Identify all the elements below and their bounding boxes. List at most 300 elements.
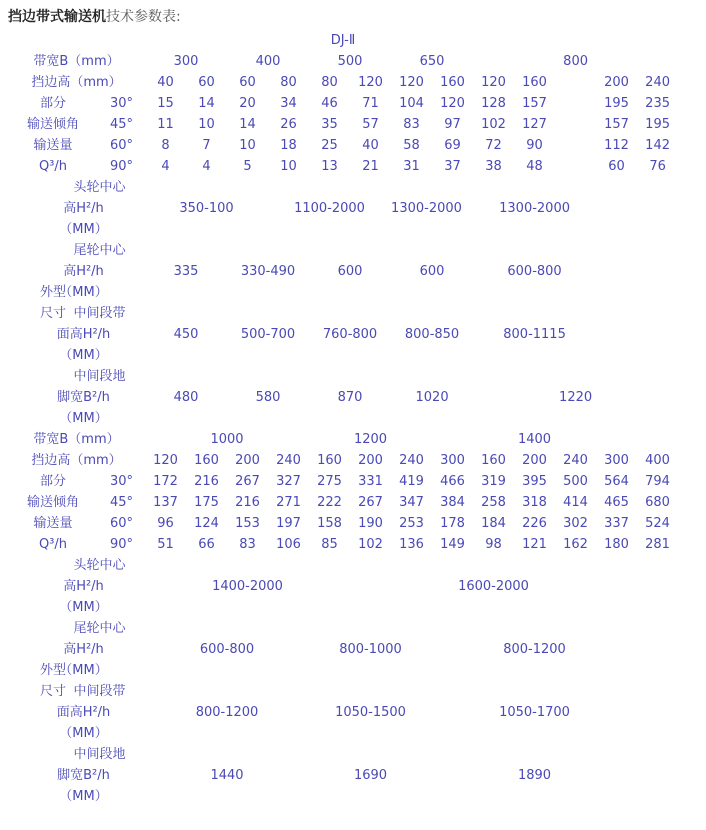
value-cell: 106 xyxy=(276,537,301,552)
value-cell: 18 xyxy=(280,138,297,153)
value-cell xyxy=(145,576,186,597)
value-cell: 120 xyxy=(440,96,465,111)
row-label-cell xyxy=(8,387,145,408)
value-cell: 319 xyxy=(481,474,506,489)
value-cell: 136 xyxy=(399,537,424,552)
value-cell: 1440 xyxy=(210,768,244,783)
row-label-cell xyxy=(8,429,145,450)
value-cell: 395 xyxy=(522,474,547,489)
empty-cell xyxy=(145,723,678,744)
value-cell: 11 xyxy=(157,117,174,132)
table-row xyxy=(8,282,678,303)
value-cell: 800-850 xyxy=(404,327,460,342)
row-label-cell xyxy=(8,450,145,471)
value-cell: 34 xyxy=(280,96,297,111)
value-cell: 175 xyxy=(194,495,219,510)
empty-cell xyxy=(145,408,678,429)
row-label-cell xyxy=(8,765,145,786)
value-cell: 104 xyxy=(399,96,424,111)
spec-table-2 xyxy=(8,429,678,807)
page-title xyxy=(8,8,698,26)
value-cell: 1890 xyxy=(517,768,552,783)
value-cell: 38 xyxy=(485,159,502,174)
value-cell: 1050-1700 xyxy=(499,705,570,720)
row-label-cell xyxy=(8,51,145,72)
value-cell: 300 xyxy=(440,453,465,468)
measure-label: （MM） xyxy=(59,600,108,615)
measure-label: 头轮中心 xyxy=(73,180,126,195)
value-cell: 37 xyxy=(444,159,461,174)
row-label-cell xyxy=(8,156,145,177)
value-cell: 83 xyxy=(239,537,256,552)
value-cell: 331 xyxy=(358,474,383,489)
value-cell: 124 xyxy=(194,516,219,531)
value-cell: 178 xyxy=(440,516,465,531)
row-label-cell xyxy=(8,471,145,492)
value-cell: 240 xyxy=(276,453,301,468)
value-cell: 157 xyxy=(522,96,547,111)
value-cell: 51 xyxy=(157,537,174,552)
angle-label: 90° xyxy=(109,159,134,174)
value-cell xyxy=(596,261,678,282)
row-group-label: Q³/h xyxy=(38,537,68,552)
value-cell: 85 xyxy=(321,537,338,552)
measure-label: 中间段带 xyxy=(73,306,126,321)
empty-cell xyxy=(145,345,678,366)
angle-label: 45° xyxy=(109,495,134,510)
row-label-cell xyxy=(8,303,145,324)
value-cell: 1000 xyxy=(210,432,244,447)
value-cell: 58 xyxy=(403,138,420,153)
value-cell: 10 xyxy=(198,117,215,132)
column-group-label: 带宽B（mm） xyxy=(33,54,120,69)
value-cell: 90 xyxy=(526,138,543,153)
row-label-cell xyxy=(8,345,145,366)
value-cell: 197 xyxy=(276,516,301,531)
row-group-label: 部分 xyxy=(39,474,66,489)
value-cell xyxy=(596,324,678,345)
value-cell: 318 xyxy=(522,495,547,510)
value-cell: 384 xyxy=(440,495,465,510)
value-cell: 800 xyxy=(563,54,588,69)
value-cell: 200 xyxy=(235,453,260,468)
value-cell: 184 xyxy=(481,516,506,531)
spec-table-1-body xyxy=(8,51,678,429)
value-cell: 235 xyxy=(645,96,670,111)
column-group-label: 带宽B（mm） xyxy=(33,432,120,447)
value-cell: 8 xyxy=(161,138,170,153)
table-row xyxy=(8,240,678,261)
value-cell: 500 xyxy=(337,54,363,69)
row-group-label: 尺寸 xyxy=(39,684,66,699)
value-cell xyxy=(309,576,432,597)
value-cell: 870 xyxy=(337,390,363,405)
value-cell: 240 xyxy=(563,453,588,468)
value-cell: 102 xyxy=(481,117,506,132)
value-cell: 31 xyxy=(403,159,420,174)
value-cell: 158 xyxy=(317,516,342,531)
value-cell xyxy=(596,198,678,219)
table-row xyxy=(8,576,678,597)
value-cell xyxy=(596,639,678,660)
value-cell: 14 xyxy=(198,96,215,111)
table-row xyxy=(8,135,678,156)
value-cell xyxy=(432,639,473,660)
value-cell: 120 xyxy=(481,75,506,90)
value-cell: 98 xyxy=(485,537,502,552)
value-cell: 1050-1500 xyxy=(335,705,406,720)
value-cell: 180 xyxy=(604,537,629,552)
value-cell: 160 xyxy=(481,453,506,468)
value-cell: 200 xyxy=(522,453,547,468)
measure-label: 尾轮中心 xyxy=(73,243,126,258)
measure-label: （MM） xyxy=(59,348,108,363)
angle-label: 60° xyxy=(109,138,134,153)
value-cell: 14 xyxy=(239,117,256,132)
empty-cell xyxy=(145,219,678,240)
empty-cell xyxy=(145,681,678,702)
value-cell: 1220 xyxy=(559,390,593,405)
angle-label: 30° xyxy=(109,474,134,489)
value-cell: 1400-2000 xyxy=(212,579,283,594)
value-cell: 222 xyxy=(317,495,342,510)
spec-table-2-body xyxy=(8,429,678,807)
value-cell: 66 xyxy=(198,537,215,552)
value-cell: 25 xyxy=(321,138,338,153)
value-cell: 80 xyxy=(321,75,338,90)
row-label-cell xyxy=(8,93,145,114)
row-label-cell xyxy=(8,240,145,261)
column-group-label: 挡边高（mm） xyxy=(31,453,122,468)
page-title-strong: 挡边带式输送机 xyxy=(8,9,106,25)
model-subtitle: DJ-Ⅱ xyxy=(330,33,356,48)
value-cell: 5 xyxy=(243,159,252,174)
value-cell: 142 xyxy=(645,138,670,153)
row-label-cell xyxy=(8,219,145,240)
value-cell xyxy=(555,576,678,597)
value-cell: 800-1200 xyxy=(503,642,566,657)
table-row xyxy=(8,366,678,387)
value-cell: 267 xyxy=(358,495,383,510)
table-row xyxy=(8,261,678,282)
value-cell: 300 xyxy=(173,54,199,69)
value-cell: 83 xyxy=(403,117,420,132)
measure-label: 脚宽B²/h xyxy=(57,768,110,783)
table-row xyxy=(8,345,678,366)
value-cell: 128 xyxy=(481,96,506,111)
table-row xyxy=(8,534,678,555)
value-cell: 302 xyxy=(563,516,588,531)
value-cell: 216 xyxy=(194,474,219,489)
table-row xyxy=(8,555,678,576)
value-cell: 26 xyxy=(280,117,297,132)
empty-cell xyxy=(145,366,678,387)
value-cell: 20 xyxy=(239,96,256,111)
value-cell: 120 xyxy=(358,75,383,90)
value-cell: 600 xyxy=(419,264,445,279)
empty-cell xyxy=(145,555,678,576)
value-cell: 160 xyxy=(522,75,547,90)
value-cell: 137 xyxy=(153,495,178,510)
value-cell: 102 xyxy=(358,537,383,552)
empty-cell xyxy=(145,618,678,639)
value-cell: 10 xyxy=(239,138,256,153)
value-cell: 1200 xyxy=(353,432,388,447)
value-cell: 13 xyxy=(321,159,338,174)
row-group-label: 部分 xyxy=(39,96,66,111)
value-cell xyxy=(432,429,473,450)
row-label-cell xyxy=(8,660,145,681)
value-cell: 76 xyxy=(649,159,666,174)
value-cell: 275 xyxy=(317,474,342,489)
value-cell: 1300-2000 xyxy=(499,201,570,216)
row-label-cell xyxy=(8,366,145,387)
row-group-label: 输送量 xyxy=(33,138,73,153)
value-cell: 337 xyxy=(604,516,629,531)
value-cell: 466 xyxy=(440,474,465,489)
row-label-cell xyxy=(8,534,145,555)
value-cell: 120 xyxy=(153,453,178,468)
value-cell: 160 xyxy=(440,75,465,90)
value-cell: 72 xyxy=(485,138,502,153)
value-cell: 335 xyxy=(173,264,199,279)
value-cell: 200 xyxy=(604,75,629,90)
value-cell: 600-800 xyxy=(199,642,255,657)
row-label-cell xyxy=(8,282,145,303)
table-row xyxy=(8,429,678,450)
value-cell: 69 xyxy=(444,138,461,153)
table-row xyxy=(8,324,678,345)
angle-label: 90° xyxy=(109,537,134,552)
table-row xyxy=(8,303,678,324)
value-cell: 450 xyxy=(173,327,199,342)
row-label-cell xyxy=(8,618,145,639)
value-cell: 190 xyxy=(358,516,383,531)
value-cell: 200 xyxy=(358,453,383,468)
table-row xyxy=(8,681,678,702)
value-cell xyxy=(596,765,678,786)
measure-label: 高H²/h xyxy=(63,201,104,216)
value-cell: 1100-2000 xyxy=(294,201,365,216)
angle-label: 60° xyxy=(109,516,134,531)
page-title-normal: 技术参数表: xyxy=(106,9,181,25)
value-cell: 419 xyxy=(399,474,424,489)
value-cell: 35 xyxy=(321,117,338,132)
table-row xyxy=(8,765,678,786)
value-cell: 1600-2000 xyxy=(458,579,529,594)
row-label-cell xyxy=(8,198,145,219)
value-cell: 1690 xyxy=(353,768,388,783)
table-row xyxy=(8,408,678,429)
row-label-cell xyxy=(8,177,145,198)
value-cell: 414 xyxy=(563,495,588,510)
row-group-label: 外型 xyxy=(39,285,66,300)
table-row xyxy=(8,492,678,513)
spec-table-1 xyxy=(8,51,678,429)
value-cell: 480 xyxy=(173,390,199,405)
measure-label: （MM） xyxy=(59,285,108,300)
value-cell xyxy=(555,156,596,177)
value-cell: 226 xyxy=(522,516,547,531)
value-cell: 258 xyxy=(481,495,506,510)
table-row xyxy=(8,618,678,639)
value-cell: 1020 xyxy=(415,390,449,405)
row-label-cell xyxy=(8,576,145,597)
table-row xyxy=(8,702,678,723)
table-row xyxy=(8,660,678,681)
value-cell: 800-1115 xyxy=(503,327,566,342)
row-label-cell xyxy=(8,639,145,660)
empty-cell xyxy=(145,240,678,261)
value-cell: 327 xyxy=(276,474,301,489)
value-cell: 121 xyxy=(522,537,547,552)
empty-cell xyxy=(145,282,678,303)
value-cell: 160 xyxy=(317,453,342,468)
value-cell: 271 xyxy=(276,495,301,510)
value-cell: 46 xyxy=(321,96,338,111)
value-cell: 240 xyxy=(645,75,670,90)
value-cell: 21 xyxy=(362,159,379,174)
measure-label: （MM） xyxy=(59,411,108,426)
measure-label: （MM） xyxy=(59,789,108,804)
row-label-cell xyxy=(8,408,145,429)
measure-label: 中间段带 xyxy=(73,684,126,699)
row-label-cell xyxy=(8,786,145,807)
value-cell xyxy=(555,114,596,135)
value-cell xyxy=(555,72,596,93)
table-row xyxy=(8,387,678,408)
empty-cell xyxy=(145,744,678,765)
row-label-cell xyxy=(8,555,145,576)
value-cell: 216 xyxy=(235,495,260,510)
empty-cell xyxy=(145,177,678,198)
value-cell: 97 xyxy=(444,117,461,132)
table-row xyxy=(8,156,678,177)
value-cell: 162 xyxy=(563,537,588,552)
measure-label: 中间段地 xyxy=(73,747,126,762)
value-cell xyxy=(432,765,473,786)
angle-label: 30° xyxy=(109,96,134,111)
value-cell: 60 xyxy=(239,75,256,90)
value-cell xyxy=(555,93,596,114)
value-cell: 300 xyxy=(604,453,629,468)
value-cell xyxy=(596,429,678,450)
value-cell: 4 xyxy=(161,159,170,174)
value-cell xyxy=(596,702,678,723)
table-row xyxy=(8,450,678,471)
value-cell: 4 xyxy=(202,159,211,174)
measure-label: （MM） xyxy=(59,663,108,678)
row-group-label: 尺寸 xyxy=(39,306,66,321)
measure-label: （MM） xyxy=(59,222,108,237)
table-row xyxy=(8,93,678,114)
row-label-cell xyxy=(8,114,145,135)
row-group-label: 输送倾角 xyxy=(26,117,79,132)
value-cell: 240 xyxy=(399,453,424,468)
value-cell: 96 xyxy=(157,516,174,531)
value-cell: 1400 xyxy=(517,432,552,447)
row-label-cell xyxy=(8,492,145,513)
value-cell: 195 xyxy=(604,96,629,111)
value-cell: 157 xyxy=(604,117,629,132)
table-row xyxy=(8,786,678,807)
measure-label: （MM） xyxy=(59,726,108,741)
value-cell: 40 xyxy=(362,138,379,153)
value-cell: 40 xyxy=(157,75,174,90)
value-cell: 800-1000 xyxy=(339,642,402,657)
value-cell: 15 xyxy=(157,96,174,111)
value-cell: 281 xyxy=(645,537,670,552)
row-group-label: 输送量 xyxy=(33,516,73,531)
table-row xyxy=(8,219,678,240)
value-cell: 465 xyxy=(604,495,629,510)
value-cell: 580 xyxy=(255,390,281,405)
table-row xyxy=(8,723,678,744)
value-cell: 347 xyxy=(399,495,424,510)
table-row xyxy=(8,513,678,534)
table-row xyxy=(8,114,678,135)
value-cell: 60 xyxy=(198,75,215,90)
row-label-cell xyxy=(8,324,145,345)
value-cell: 400 xyxy=(645,453,670,468)
measure-label: 脚宽B²/h xyxy=(57,390,110,405)
value-cell: 794 xyxy=(645,474,670,489)
value-cell: 80 xyxy=(280,75,297,90)
value-cell: 149 xyxy=(440,537,465,552)
empty-cell xyxy=(145,786,678,807)
row-group-label: 外型 xyxy=(39,663,66,678)
value-cell: 120 xyxy=(399,75,424,90)
empty-cell xyxy=(145,303,678,324)
value-cell xyxy=(432,702,473,723)
measure-label: 高H²/h xyxy=(63,579,104,594)
value-cell: 267 xyxy=(235,474,260,489)
value-cell: 650 xyxy=(419,54,445,69)
value-cell: 160 xyxy=(194,453,219,468)
value-cell: 195 xyxy=(645,117,670,132)
table-row xyxy=(8,177,678,198)
value-cell: 760-800 xyxy=(322,327,378,342)
row-label-cell xyxy=(8,723,145,744)
value-cell: 172 xyxy=(153,474,178,489)
value-cell: 524 xyxy=(645,516,670,531)
row-label-cell xyxy=(8,513,145,534)
table-row xyxy=(8,744,678,765)
value-cell: 600 xyxy=(337,264,363,279)
measure-label: 尾轮中心 xyxy=(73,621,126,636)
value-cell: 500 xyxy=(563,474,588,489)
measure-label: 面高H²/h xyxy=(56,705,111,720)
table-row xyxy=(8,72,678,93)
value-cell: 600-800 xyxy=(507,264,562,279)
measure-label: 高H²/h xyxy=(63,264,104,279)
row-label-cell xyxy=(8,744,145,765)
measure-label: 中间段地 xyxy=(73,369,126,384)
value-cell: 48 xyxy=(526,159,543,174)
row-group-label: 输送倾角 xyxy=(26,495,79,510)
empty-cell xyxy=(145,597,678,618)
table-row xyxy=(8,471,678,492)
value-cell: 7 xyxy=(202,138,211,153)
value-cell: 680 xyxy=(645,495,670,510)
measure-label: 面高H²/h xyxy=(56,327,111,342)
value-cell: 253 xyxy=(399,516,424,531)
table-row xyxy=(8,51,678,72)
value-cell: 71 xyxy=(362,96,379,111)
row-label-cell xyxy=(8,597,145,618)
row-label-cell xyxy=(8,681,145,702)
row-label-cell xyxy=(8,261,145,282)
